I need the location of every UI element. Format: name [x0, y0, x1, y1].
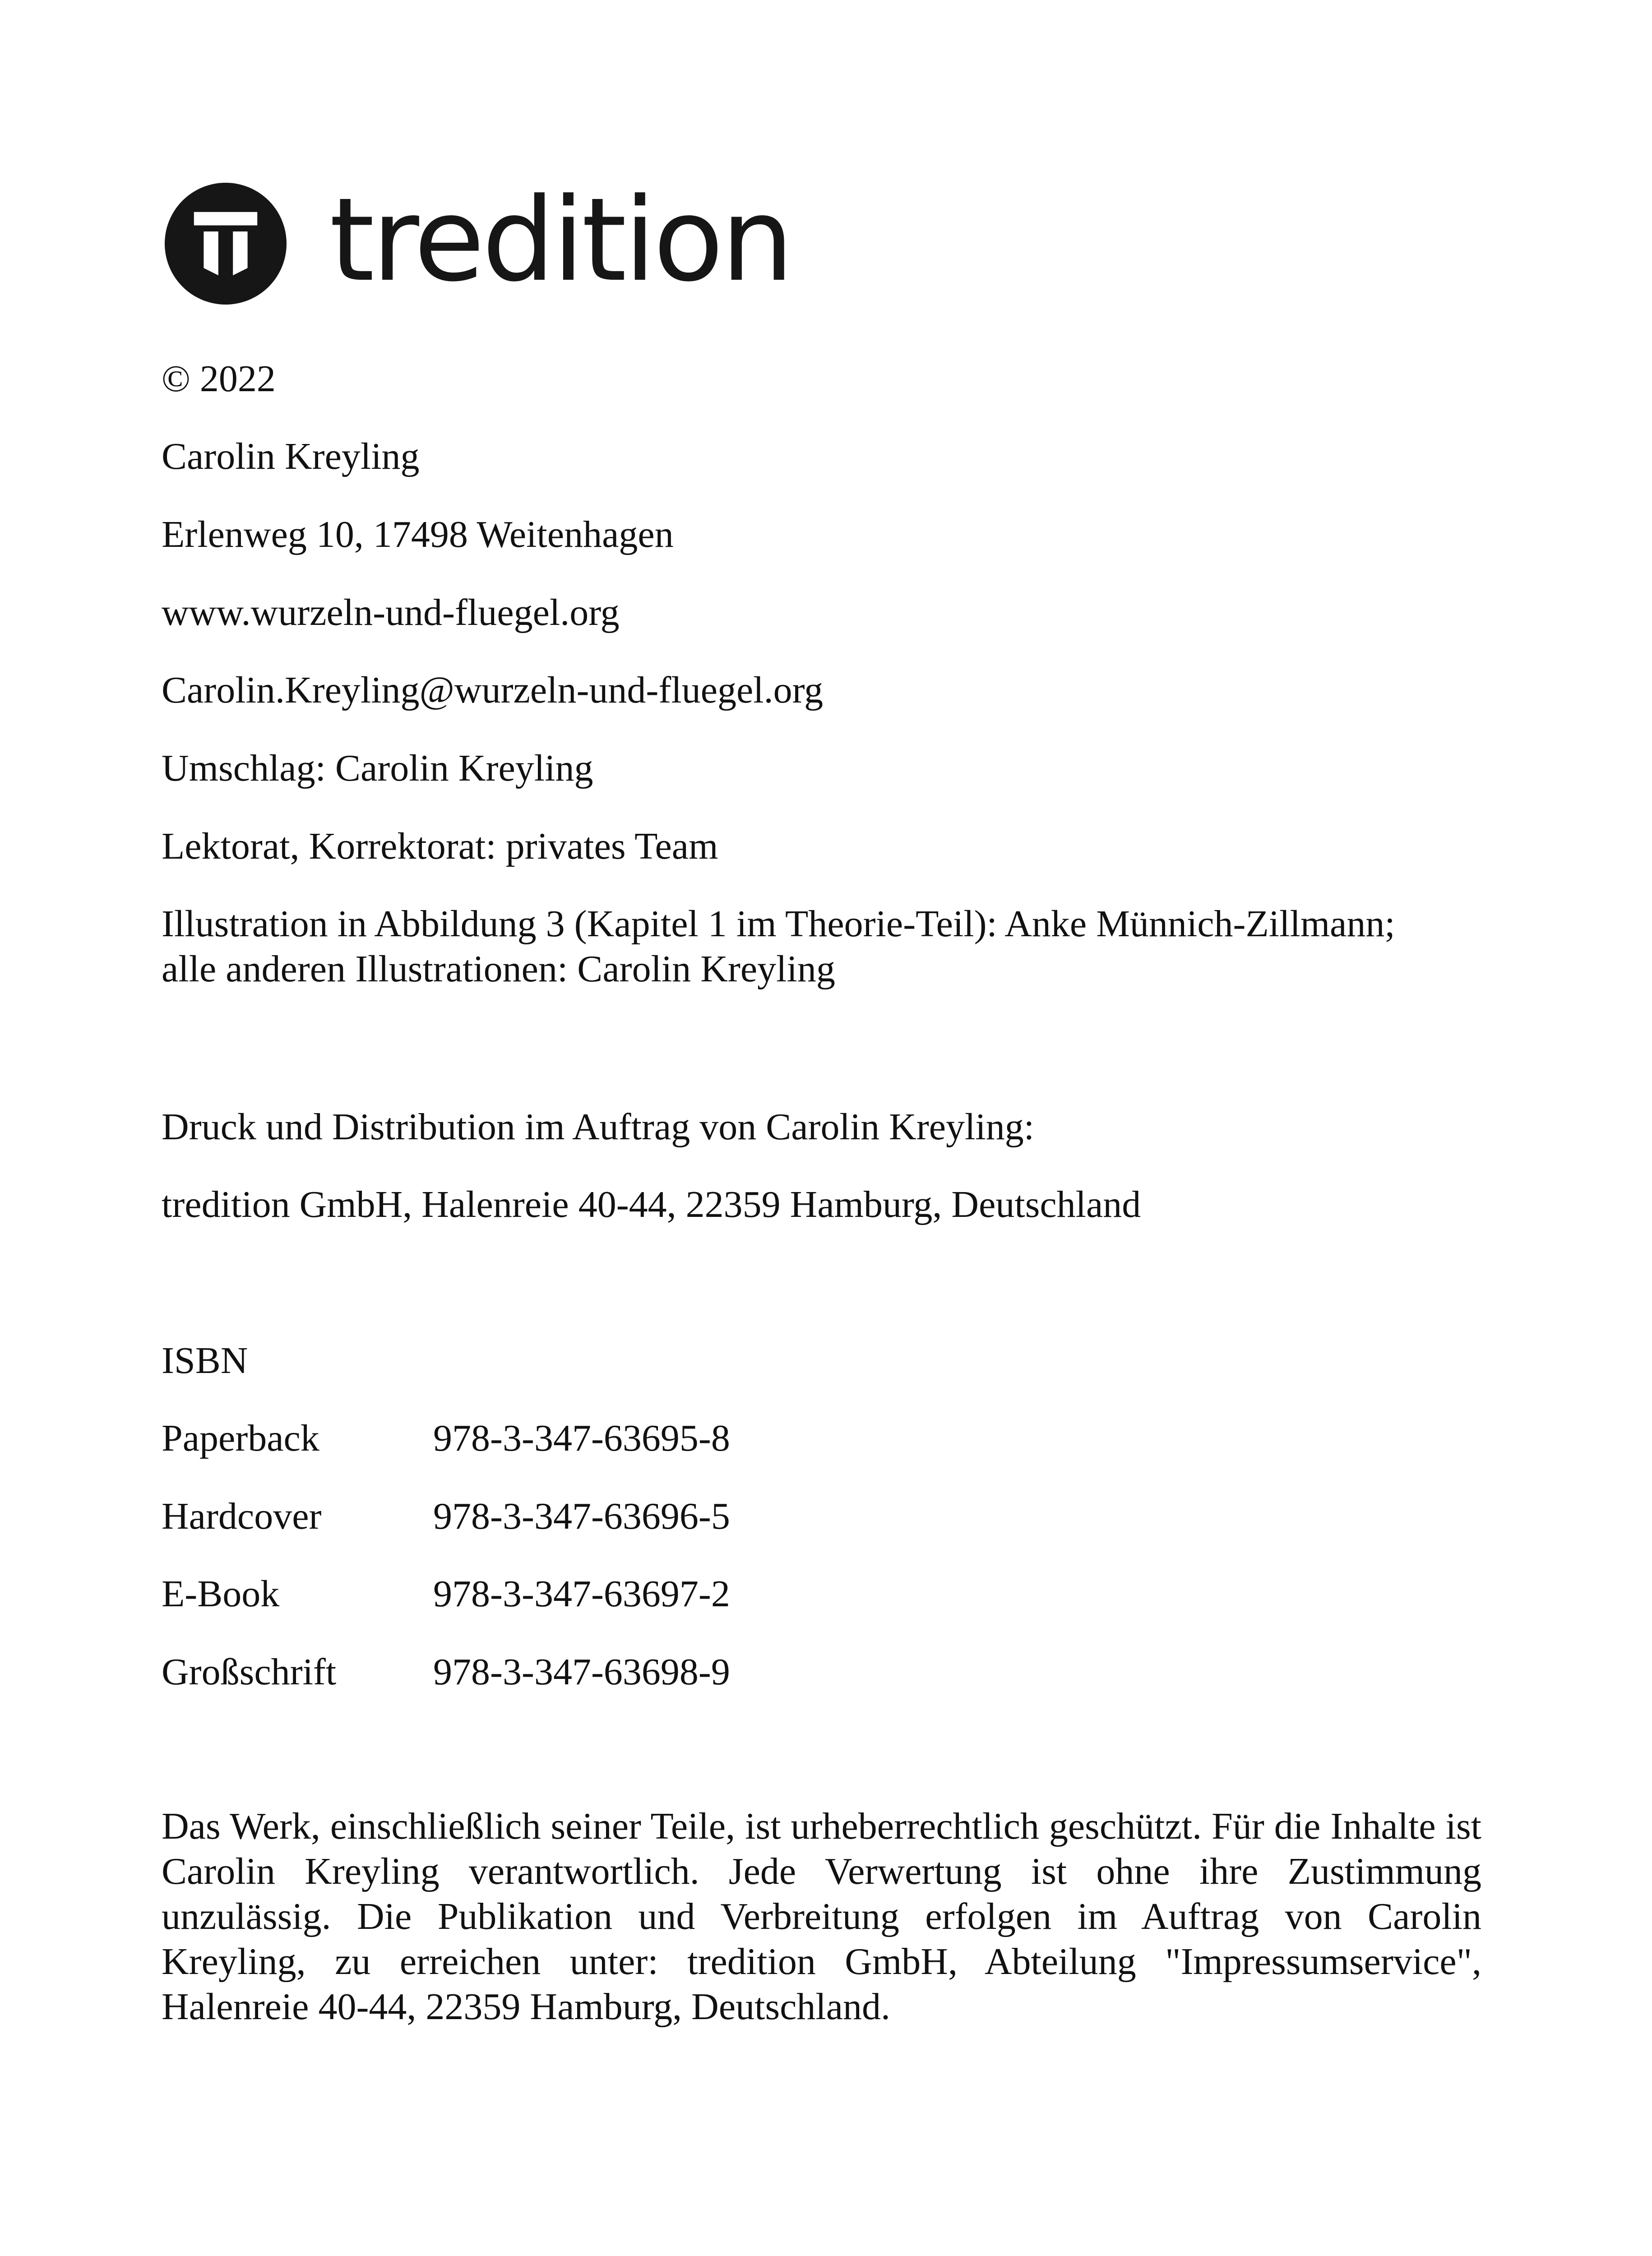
website-line: www.wurzeln-und-fluegel.org: [162, 592, 620, 633]
isbn-number-paperback: 978-3-347-63695-8: [433, 1417, 730, 1459]
isbn-format-ebook: E-Book: [162, 1573, 280, 1615]
isbn-number-ebook: 978-3-347-63697-2: [433, 1573, 730, 1615]
illustration-credit-line-1: Illustration in Abbildung 3 (Kapitel 1 im Theorie-Teil): Anke Münnich-Zillmann;: [162, 903, 1395, 945]
email-line: Carolin.Kreyling@wurzeln-und-fluegel.org: [162, 669, 824, 711]
copyright-line: © 2022: [162, 358, 276, 400]
isbn-format-hardcover: Hardcover: [162, 1495, 322, 1537]
distribution-line-1: Druck und Distribution im Auftrag von Carolin Kreyling:: [162, 1106, 1035, 1148]
isbn-format-paperback: Paperback: [162, 1417, 319, 1459]
isbn-number-hardcover: 978-3-347-63696-5: [433, 1495, 730, 1537]
tredition-logo: [165, 173, 791, 307]
author-address: Erlenweg 10, 17498 Weitenhagen: [162, 513, 674, 555]
cover-credit: Umschlag: Carolin Kreyling: [162, 747, 593, 789]
isbn-heading: ISBN: [162, 1340, 248, 1382]
illustration-credit-line-2: alle anderen Illustrationen: Carolin Kreyling: [162, 948, 835, 990]
logo-wordmark: tredition: [329, 173, 791, 307]
isbn-format-large-print: Großschrift: [162, 1651, 337, 1693]
tredition-logo-icon: [165, 183, 287, 305]
isbn-number-large-print: 978-3-347-63698-9: [433, 1651, 730, 1693]
author-name: Carolin Kreyling: [162, 435, 420, 477]
distribution-line-2: tredition GmbH, Halenreie 40-44, 22359 Hamburg, Deutschland: [162, 1183, 1141, 1225]
copyright-notice-paragraph: Das Werk, einschließlich seiner Teile, ist urheberrechtlich geschützt. Für die Inhalte ist Carolin Kreyling verantwortlich. Jede Verwertung ist ohne ihre Zustimmung unzulässig. Die Publikation und Verbreitung erfolgen im Auftrag von Carolin Kreyling, zu erreichen unter: tredition GmbH, Abteilung "Impressumservice", Halenreie 40-44, 22359 Hamburg, Deutschland.: [162, 1805, 1481, 2028]
editing-credit: Lektorat, Korrektorat: privates Team: [162, 825, 718, 867]
